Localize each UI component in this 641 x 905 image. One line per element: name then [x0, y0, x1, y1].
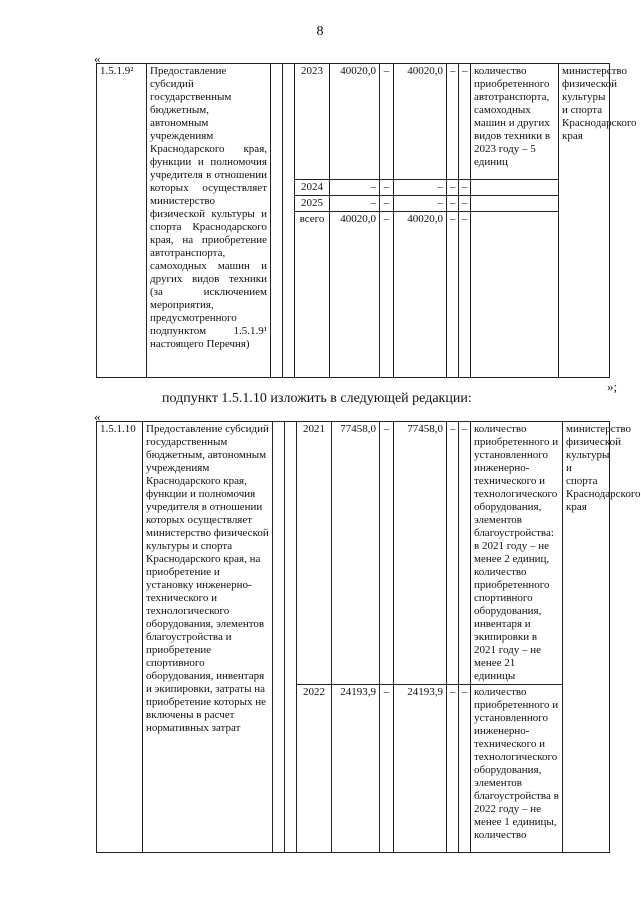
- year-cell: 2025: [295, 196, 330, 212]
- table-row: [97, 422, 610, 685]
- executor-cell: министерство физической культуры и спорта Краснодарского края: [563, 422, 610, 853]
- budget-cell: –: [459, 422, 471, 685]
- budget-cell: –: [459, 196, 471, 212]
- year-cell: 2021: [297, 422, 332, 685]
- budget-cell: 77458,0: [394, 422, 447, 685]
- quote-close: »;: [607, 379, 618, 394]
- result-cell: количество приобретенного и установленного инженерно-технического и технологического оборудования, элементов благоустройства: в 2021 году – не менее 2 единиц, количество приобретенного спортивного оборудования, инвентаря и экипировки в 2021 году – не менее 21 единицы: [471, 422, 563, 685]
- total-cell: 40020,0: [330, 212, 380, 378]
- budget-cell: –: [447, 196, 459, 212]
- budget-cell: –: [380, 196, 394, 212]
- budget-cell: –: [447, 685, 459, 853]
- total-cell: 24193,9: [332, 685, 380, 853]
- year-cell: всего: [295, 212, 330, 378]
- total-cell: 40020,0: [330, 64, 380, 180]
- page-number: 8: [316, 24, 324, 39]
- table-row: [97, 64, 610, 180]
- total-cell: –: [330, 196, 380, 212]
- budget-cell: –: [380, 685, 394, 853]
- budget-cell: –: [459, 180, 471, 196]
- table-2: [96, 421, 641, 853]
- quote-open-2: «: [94, 409, 101, 424]
- result-cell: количество приобретенного автотранспорта, самоходных машин и других видов техники в 2023 году – 5 единиц: [471, 64, 559, 180]
- budget-cell: 40020,0: [394, 212, 447, 378]
- item-description: Предоставление субсидий государственным бюджетным, автономным учреждениям Краснодарского края, функции и полномочия учредителя в отношении которых осуществляет министерство физической культуры и спорта Краснодарского края, на приобретение автотранспорта, самоходных машин и других видов техники (за исключением мероприятия, предусмотренного подпунктом 1.5.1.9¹ настоящего Перечня): [147, 64, 271, 378]
- year-cell: 2024: [295, 180, 330, 196]
- budget-cell: 40020,0: [394, 64, 447, 180]
- result-cell: количество приобретенного и установленного инженерно-технического и технологического оборудования, элементов благоустройства в 2022 году – не менее 1 единицы, количество: [471, 685, 563, 853]
- year-cell: 2023: [295, 64, 330, 180]
- executor-cell: министерство физической культуры и спорта Краснодарского края: [559, 64, 610, 378]
- budget-cell: –: [380, 422, 394, 685]
- budget-cell: –: [380, 180, 394, 196]
- budget-cell: –: [394, 180, 447, 196]
- empty-cell: [283, 64, 295, 378]
- empty-cell: [273, 422, 285, 853]
- budget-cell: –: [380, 64, 394, 180]
- budget-cell: 24193,9: [394, 685, 447, 853]
- result-cell: [471, 212, 559, 378]
- item-code: 1.5.1.10: [97, 422, 143, 853]
- year-cell: 2022: [297, 685, 332, 853]
- budget-cell: –: [447, 180, 459, 196]
- budget-cell: –: [459, 64, 471, 180]
- budget-cell: –: [380, 212, 394, 378]
- paragraph-text: подпункт 1.5.1.10 изложить в следующей редакции:: [162, 391, 472, 406]
- result-cell: [471, 196, 559, 212]
- quote-open-1: «: [94, 51, 101, 66]
- total-cell: –: [330, 180, 380, 196]
- table-1: [96, 63, 637, 378]
- total-cell: 77458,0: [332, 422, 380, 685]
- item-description: Предоставление субсидий государственным бюджетным, автономным учреждениям Краснодарского края, функции и полномочия учредителя в отношении которых осуществляет министерство физической культуры и спорта Краснодарского края, на приобретение и установку инженерно-технического и технологического оборудования, элементов благоустройства и приобретение спортивного оборудования, инвентаря и экипировки, затраты на приобретение которых не включены в расчет нормативных затрат: [143, 422, 273, 853]
- empty-cell: [285, 422, 297, 853]
- item-code: 1.5.1.9²: [97, 64, 147, 378]
- result-cell: [471, 180, 559, 196]
- budget-cell: –: [459, 685, 471, 853]
- budget-cell: –: [394, 196, 447, 212]
- budget-cell: –: [447, 64, 459, 180]
- budget-cell: –: [459, 212, 471, 378]
- budget-cell: –: [447, 212, 459, 378]
- empty-cell: [271, 64, 283, 378]
- budget-cell: –: [447, 422, 459, 685]
